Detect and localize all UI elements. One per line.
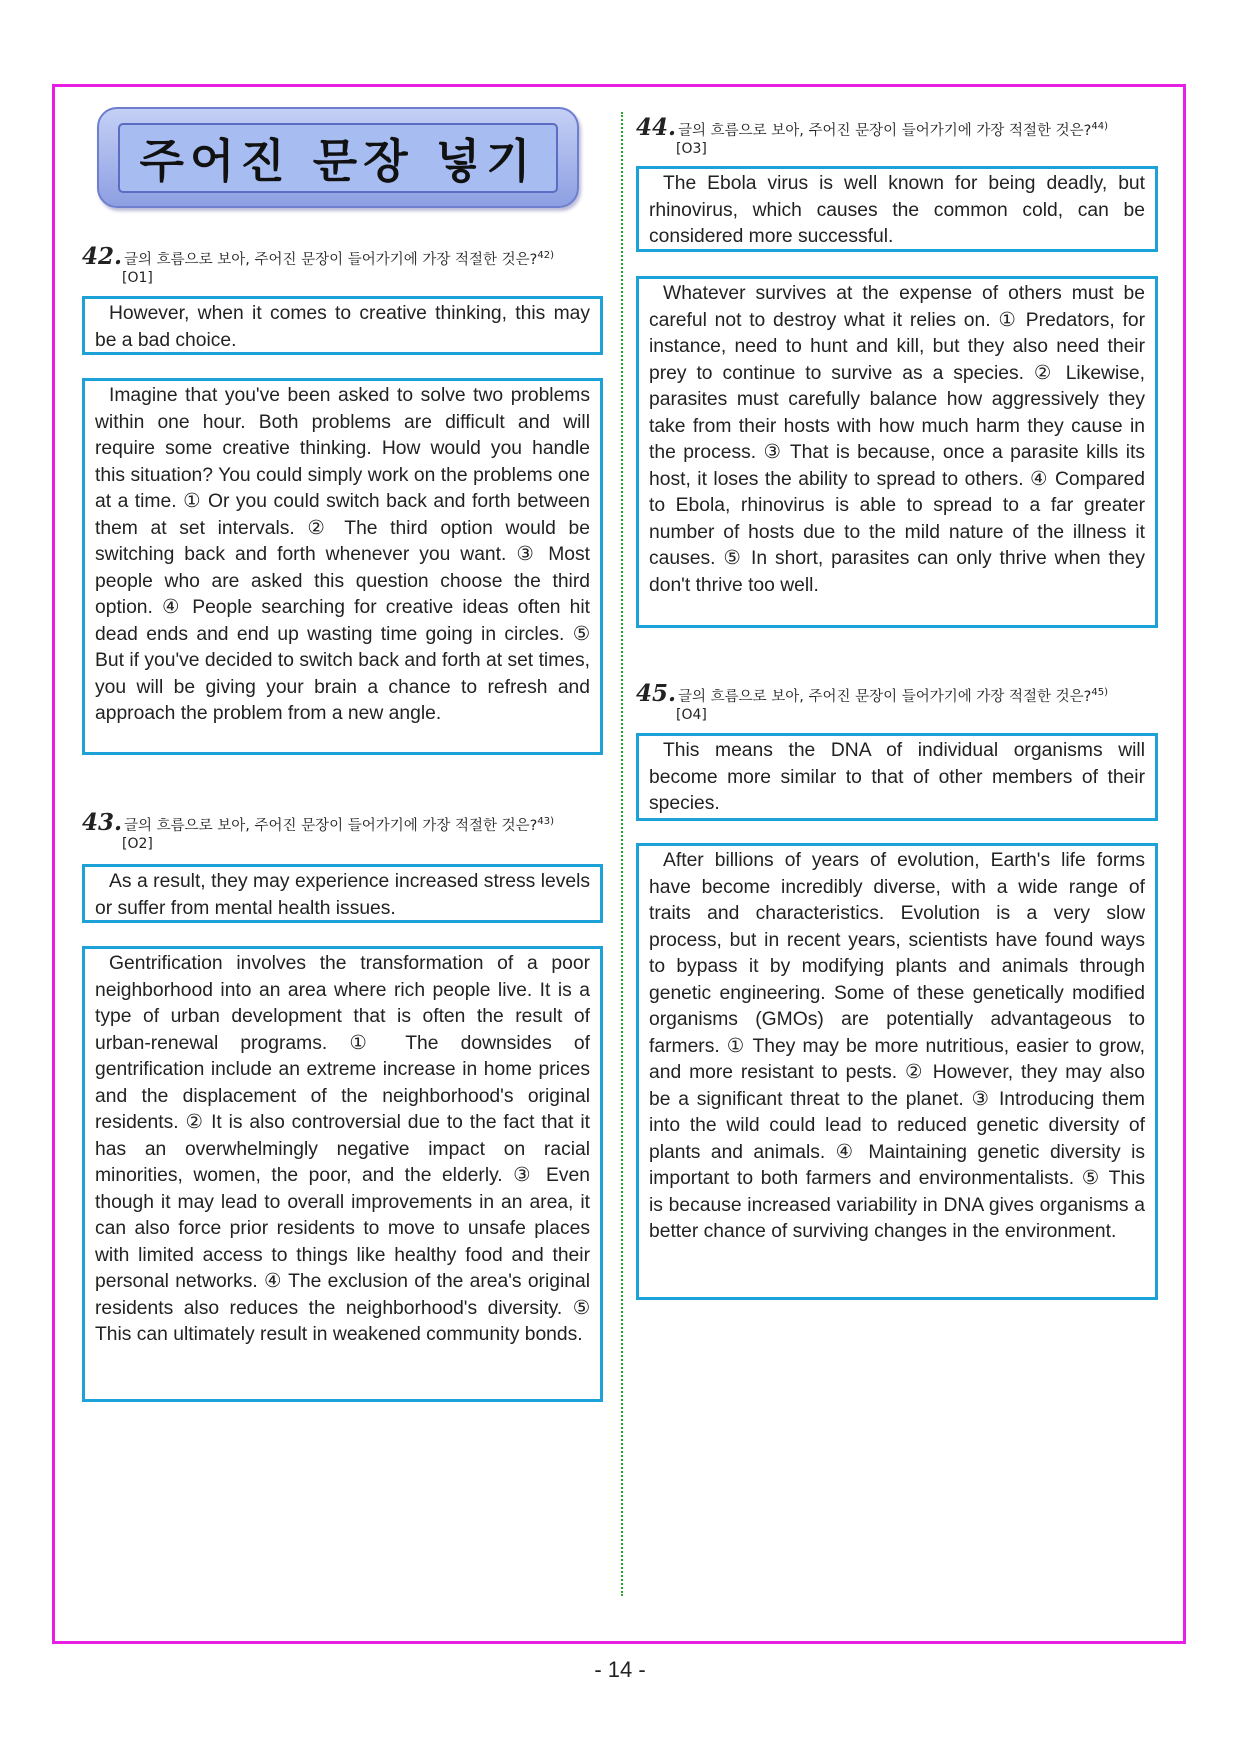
- question-header-44: [636, 113, 1166, 157]
- page-number: - 14 -: [594, 1657, 646, 1682]
- question-number: 43.: [82, 808, 123, 836]
- given-sentence: The Ebola virus is well known for being deadly, but rhinovirus, which causes the common cold, can be considered more successful.: [649, 173, 1145, 247]
- question-number: 45.: [636, 679, 677, 707]
- given-sentence: This means the DNA of individual organisms will become more similar to that of other members of their species.: [649, 740, 1145, 814]
- passage-text: Gentrification involves the transformation of a poor neighborhood into an area where rich people live. It is a type of urban development that is often the result of urban-renewal programs. ① The downsides of gentrification include an extreme increase in home prices and the displacement of the neighborhood's original residents. ② It is also controversial due to the fact that it has an overwhelmingly negative impact on racial minorities, women, the poor, and the elderly. ③ Even though it may lead to overall improvements in an area, it can also force prior residents to move to unsafe places with limited access to things like healthy food and their personal networks. ④ The exclusion of the area's original residents also reduces the neighborhood's diversity. ⑤ This can ultimately result in weakened community bonds.: [95, 953, 590, 1345]
- question-code: [O4]: [676, 706, 707, 723]
- question-header-42: [82, 242, 612, 286]
- passage-box-43: [82, 946, 603, 1402]
- given-sentence-box-42: [82, 296, 603, 355]
- passage-text: After billions of years of evolution, Earth's life forms have become incredibly diverse, with a wide range of traits and characteristics. Evolution is a very slow process, but in recent years, scientists have found ways to bypass it by modifying plants and animals through genetic engineering. Some of these genetically modified organisms (GMOs) are potentially advantageous to farmers. ① They may be more nutritious, easier to grow, and more resistant to pests. ② However, they may also be a significant threat to the planet. ③ Introducing them into the wild could lead to reduced genetic diversity of plants and animals. ④ Maintaining genetic diversity is important to both farmers and environmentalists. ⑤ This is because increased variability in DNA gives organisms a better chance of surviving changes in the environment.: [649, 850, 1145, 1242]
- question-instruction: 글의 흐름으로 보아, 주어진 문장이 들어가기에 가장 적절한 것은?: [124, 817, 538, 834]
- question-footnote: 44): [1091, 121, 1109, 132]
- given-sentence-box-44: [636, 166, 1158, 252]
- question-number: 42.: [82, 242, 123, 270]
- question-code: [O3]: [676, 140, 707, 157]
- section-title-badge: [97, 107, 579, 208]
- question-instruction: 글의 흐름으로 보아, 주어진 문장이 들어가기에 가장 적절한 것은?: [678, 122, 1092, 139]
- passage-text: Whatever survives at the expense of others must be careful not to destroy what it relies on. ① Predators, for instance, need to hunt and kill, but they also need their prey to continue to survive as a species. ② Likewise, parasites must carefully balance how aggressively they take from their hosts with how much harm they cause in the process. ③ That is because, once a parasite kills its host, it loses the ability to spread to others. ④ Compared to Ebola, rhinovirus is able to spread to a far greater number of hosts due to the mild nature of the illness it causes. ⑤ In short, parasites can only thrive when they don't thrive too well.: [649, 283, 1145, 596]
- question-instruction: 글의 흐름으로 보아, 주어진 문장이 들어가기에 가장 적절한 것은?: [124, 251, 538, 268]
- passage-box-44: [636, 276, 1158, 628]
- passage-box-42: [82, 378, 603, 755]
- passage-text: Imagine that you've been asked to solve two problems within one hour. Both problems are difficult and will require some creative thinking. How would you handle this situation? You could simply work on the problems one at a time. ① Or you could switch back and forth between them at set intervals. ② The third option would be switching back and forth whenever you want. ③ Most people who are asked this question choose the third option. ④ People searching for creative ideas often hit dead ends and end up wasting time going in circles. ⑤ But if you've decided to switch back and forth at set times, you will be giving your brain a chance to refresh and approach the problem from a new angle.: [95, 385, 590, 724]
- given-sentence-box-43: [82, 864, 603, 923]
- question-code: [O2]: [122, 835, 153, 852]
- question-number: 44.: [636, 113, 677, 141]
- given-sentence: As a result, they may experience increased stress levels or suffer from mental health issues.: [95, 871, 590, 919]
- passage-box-45: [636, 843, 1158, 1300]
- question-footnote: 43): [537, 816, 555, 827]
- question-header-43: [82, 808, 612, 852]
- question-header-45: [636, 679, 1166, 723]
- question-code: [O1]: [122, 269, 153, 286]
- question-footnote: 45): [1091, 687, 1109, 698]
- given-sentence: However, when it comes to creative thinking, this may be a bad choice.: [95, 303, 590, 351]
- given-sentence-box-45: [636, 733, 1158, 821]
- section-title: 주어진 문장 넣기: [118, 123, 558, 193]
- column-divider: [621, 112, 623, 1596]
- question-instruction: 글의 흐름으로 보아, 주어진 문장이 들어가기에 가장 적절한 것은?: [678, 688, 1092, 705]
- question-footnote: 42): [537, 250, 555, 261]
